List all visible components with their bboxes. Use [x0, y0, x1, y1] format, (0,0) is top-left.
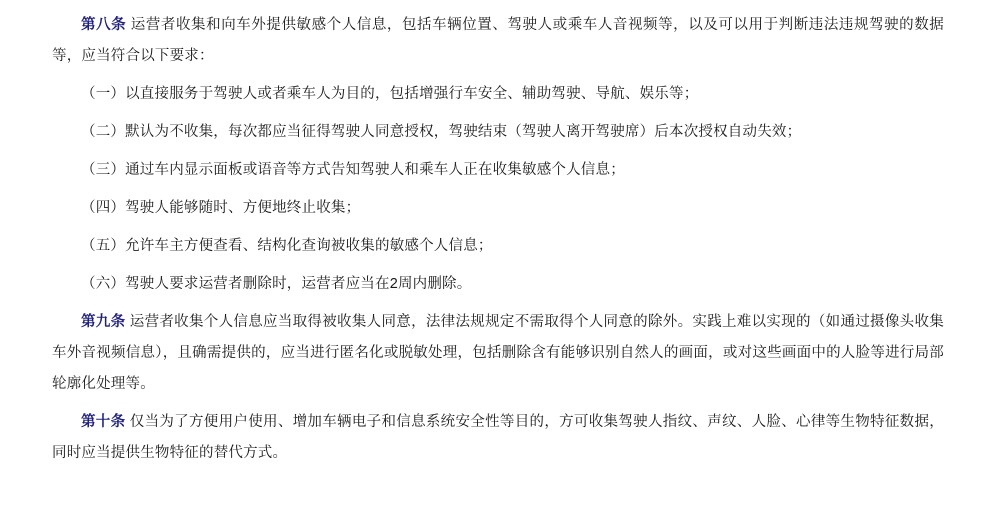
item-text-4: （四）驾驶人能够随时、方便地终止收集； — [81, 200, 361, 216]
article-label-10: 第十条 — [81, 414, 126, 430]
paragraph-spacer — [52, 110, 944, 117]
paragraph-spacer — [52, 300, 944, 307]
paragraph-article-9 — [52, 307, 944, 400]
article-text-9: 运营者收集个人信息应当取得被收集人同意，法律法规规定不需取得个人同意的除外。实践上难以实现的（如通过摄像头收集车外音视频信息），且确需提供的，应当进行匿名化或脱敏处理，包括删除含有能够识别自然人的画面，或对这些画面中的人脸等进行局部轮廓化处理等。 — [52, 314, 944, 392]
item-text-5: （五）允许车主方便查看、结构化查询被收集的敏感个人信息； — [81, 238, 493, 254]
paragraph-spacer — [52, 262, 944, 269]
paragraph-spacer — [52, 224, 944, 231]
item-text-6: （六）驾驶人要求运营者删除时，运营者应当在2周内删除。 — [81, 276, 472, 292]
paragraph-article-10 — [52, 407, 944, 469]
paragraph-article-8-item-2 — [52, 117, 944, 148]
paragraph-spacer — [52, 148, 944, 155]
paragraph-article-8-item-5 — [52, 231, 944, 262]
article-label-9: 第九条 — [81, 314, 126, 330]
paragraph-article-8-item-6 — [52, 269, 944, 300]
article-text-10: 仅当为了方便用户使用、增加车辆电子和信息系统安全性等目的，方可收集驾驶人指纹、声纹、人脸、心律等生物特征数据，同时应当提供生物特征的替代方式。 — [52, 414, 944, 461]
paragraph-article-8-item-4 — [52, 193, 944, 224]
paragraph-spacer — [52, 72, 944, 79]
paragraph-article-8-item-3 — [52, 155, 944, 186]
item-text-2: （二）默认为不收集，每次都应当征得驾驶人同意授权，驾驶结束（驾驶人离开驾驶席）后本次授权自动失效； — [81, 124, 802, 140]
paragraph-article-8 — [52, 10, 944, 72]
item-text-1: （一）以直接服务于驾驶人或者乘车人为目的，包括增强行车安全、辅助驾驶、导航、娱乐等； — [81, 86, 699, 102]
article-label-8: 第八条 — [81, 17, 127, 33]
paragraph-article-8-item-1 — [52, 79, 944, 110]
item-text-3: （三）通过车内显示面板或语音等方式告知驾驶人和乘车人正在收集敏感个人信息； — [81, 162, 625, 178]
article-text-8: 运营者收集和向车外提供敏感个人信息，包括车辆位置、驾驶人或乘车人音视频等，以及可以用于判断违法违规驾驶的数据等，应当符合以下要求： — [52, 17, 944, 64]
paragraph-spacer — [52, 186, 944, 193]
paragraph-spacer — [52, 400, 944, 407]
